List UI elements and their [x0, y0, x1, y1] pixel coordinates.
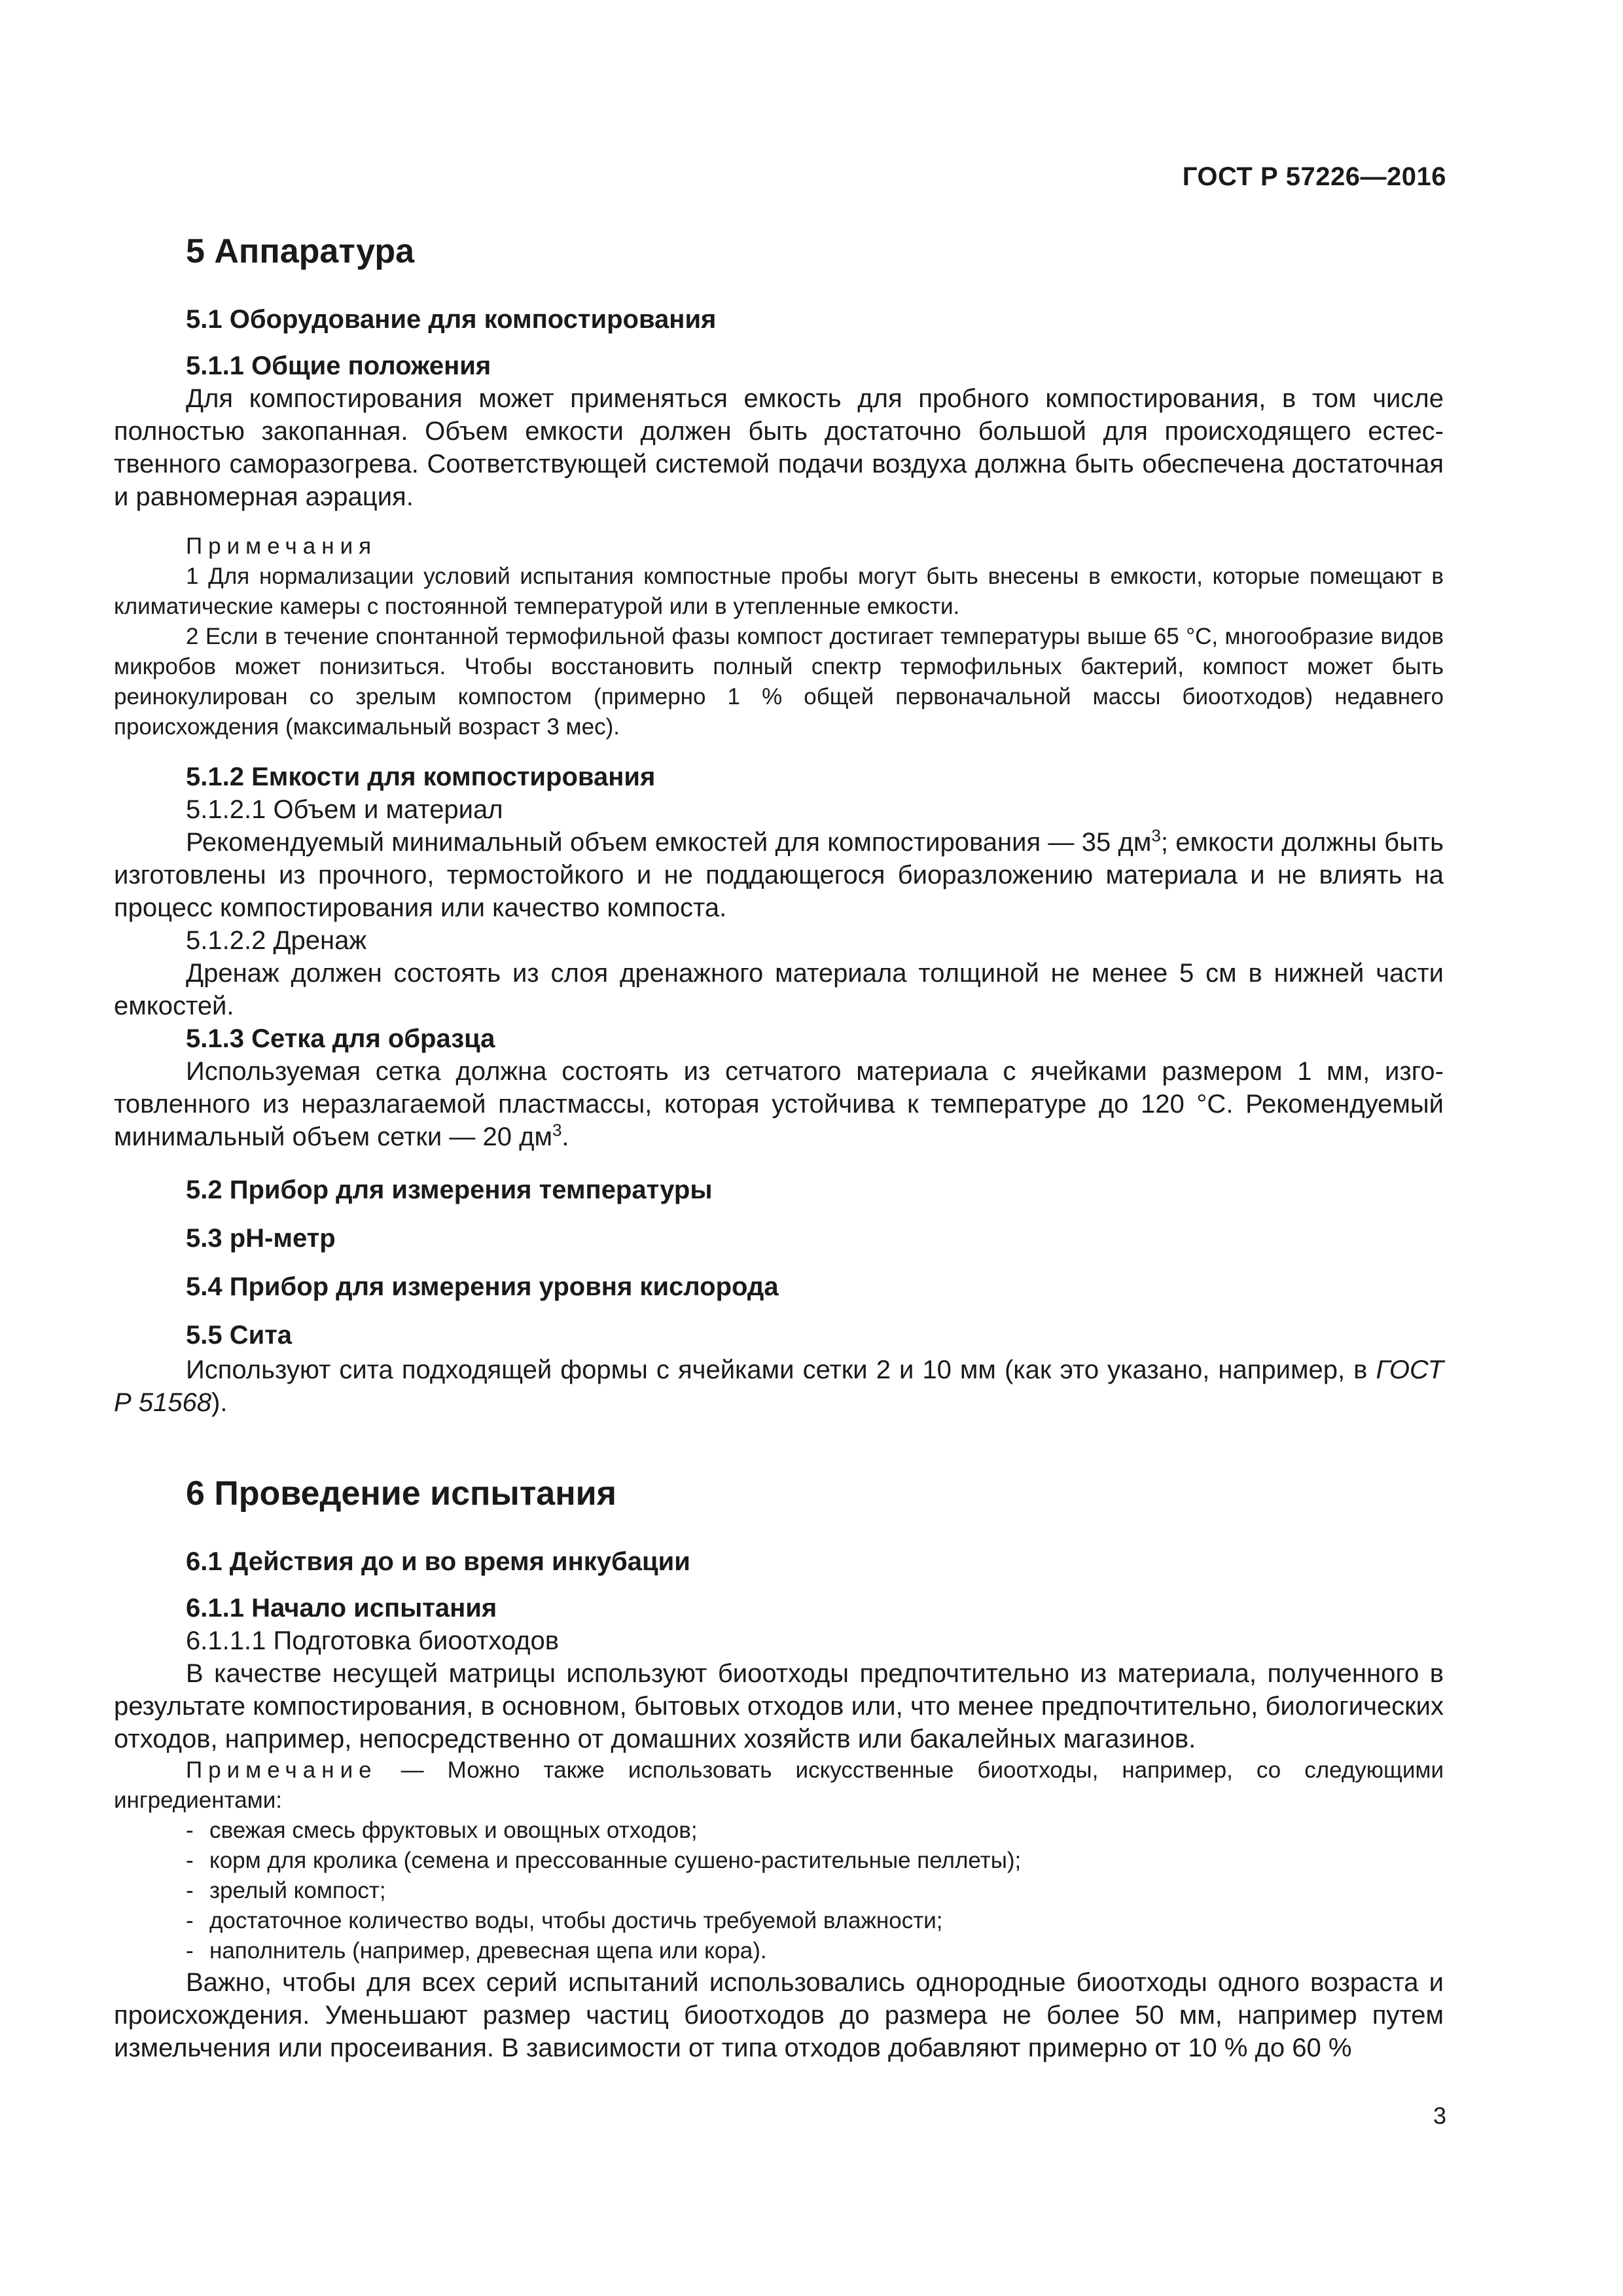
text-part: ).	[211, 1388, 228, 1417]
text-part: Используют сита подходящей формы с ячейками сетки 2 и 10 мм (как это указано, например, в	[186, 1355, 1376, 1384]
section-5-2-title: 5.2 Прибор для измерения температуры	[186, 1175, 713, 1204]
page-content	[114, 228, 1444, 2064]
section-5-1-2-1-title: 5.1.2.1 Объем и материал	[186, 795, 503, 824]
superscript: 3	[1151, 825, 1161, 846]
section-5-4-title: 5.4 Прибор для измерения уровня кислорода	[186, 1272, 779, 1301]
text-part: ; емкости должны быть изготовлены из прочного, термостойкого и не поддающегося биоразложению материала и не влиять на процесс компостирования или качество компоста.	[114, 828, 1444, 922]
text-part: .	[562, 1122, 569, 1151]
list-item: - корм для кролика (семена и прессованные сушено-растительные пеллеты);	[186, 1846, 1444, 1876]
section-5-5-text	[114, 1354, 1444, 1419]
note-2: 2 Если в течение спонтанной термофильной фазы компост достигает температуры выше 65 °С, многообразие видов микробов может понизиться. Чтобы восстановить полный спектр термофильных бактерий, компост может быть реинокулирован со зрелым компостом (примерно 1 % общей первоначальной массы биоотходов) недавнего происхождения (максимальный возраст 3 мес).	[114, 624, 1444, 740]
list-item: - достаточное количество воды, чтобы достичь требуемой влажности;	[186, 1906, 1444, 1936]
section-5-title: 5 Аппаратура	[186, 232, 415, 270]
superscript: 3	[552, 1120, 562, 1140]
section-5-1-3-title: 5.1.3 Сетка для образца	[186, 1024, 495, 1053]
list-item: - наполнитель (например, древесная щепа или кора).	[186, 1936, 1444, 1966]
list-item: - зрелый компост;	[186, 1876, 1444, 1906]
section-6-1-1-title: 6.1.1 Начало испытания	[186, 1594, 497, 1623]
text-part: Рекомендуемый минимальный объем емкостей для компостирования — 35 дм	[186, 828, 1152, 857]
section-5-1-1-title: 5.1.1 Общие положения	[186, 351, 491, 380]
section-5-5-title: 5.5 Сита	[186, 1321, 293, 1350]
section-6-1-1-1-title: 6.1.1.1 Подготовка биоотходов	[186, 1626, 560, 1655]
document-code: ГОСТ Р 57226—2016	[1182, 162, 1446, 191]
notes-title: Примечания	[186, 533, 378, 559]
section-5-1-title: 5.1 Оборудование для компостирования	[186, 305, 717, 334]
ingredients-list	[114, 1816, 1444, 1966]
section-5-1-1-text: Для компостирования может применяться емкость для пробного компостирования, в том числе полностью закопанная. Объем емкости должен быть достаточно большой для происходящего естественного саморазогрева. Соответствующей системой подачи воздуха должна быть обеспечена достаточная и равномерная аэрация.	[114, 384, 1444, 511]
section-5-1-2-2-text: Дренаж должен состоять из слоя дренажного материала толщиной не менее 5 см в нижней части емкостей.	[114, 959, 1444, 1020]
section-5-1-2-1-text	[114, 826, 1444, 924]
list-item: - свежая смесь фруктовых и овощных отходов;	[186, 1816, 1444, 1846]
section-5-3-title: 5.3 рН-метр	[186, 1224, 336, 1253]
section-6-1-1-1-text: В качестве несущей матрицы используют биоотходы предпочтительно из материала, полученного в результате компостирования, в основном, бытовых отходов или, что менее предпочтительно, биологических отходов, например, непосредственно от домашних хозяйств или бакалейных магазинов.	[114, 1659, 1444, 1753]
section-5-1-2-title: 5.1.2 Емкости для компостирования	[186, 762, 656, 791]
note-text: — Можно также использовать искусственные биоотходы, например, со следующими ингредиентами:	[114, 1757, 1444, 1813]
page-number: 3	[1433, 2102, 1446, 2129]
standard-reference: ГОСТ Р 51568	[114, 1355, 1444, 1417]
note-ingredients	[114, 1755, 1444, 1816]
text-part: Используемая сетка должна состоять из сетчатого материала с ячейками размером 1 мм, изготовленного из неразлагаемой пластмассы, которая устойчива к температуре до 120 °С. Рекомендуемый минимальный объем сетки — 20 дм	[114, 1057, 1444, 1151]
section-6-final-text: Важно, чтобы для всех серий испытаний использовались однородные биоотходы одного возраста и происхождения. Уменьшают размер частиц биоотходов до размера не более 50 мм, например путем измельчения или просеивания. В зависимости от типа отходов добавляют примерно от 10 % до 60 %	[114, 1968, 1444, 2062]
section-5-1-2-2-title: 5.1.2.2 Дренаж	[186, 926, 367, 955]
note-label: Примечание	[186, 1757, 378, 1783]
section-5-1-3-text	[114, 1055, 1444, 1153]
note-1: 1 Для нормализации условий испытания компостные пробы могут быть внесены в емкости, которые помещают в климатические камеры с постоянной температурой или в утепленные емкости.	[114, 564, 1444, 619]
section-6-1-title: 6.1 Действия до и во время инкубации	[186, 1547, 690, 1576]
section-6-title: 6 Проведение испытания	[186, 1475, 616, 1513]
